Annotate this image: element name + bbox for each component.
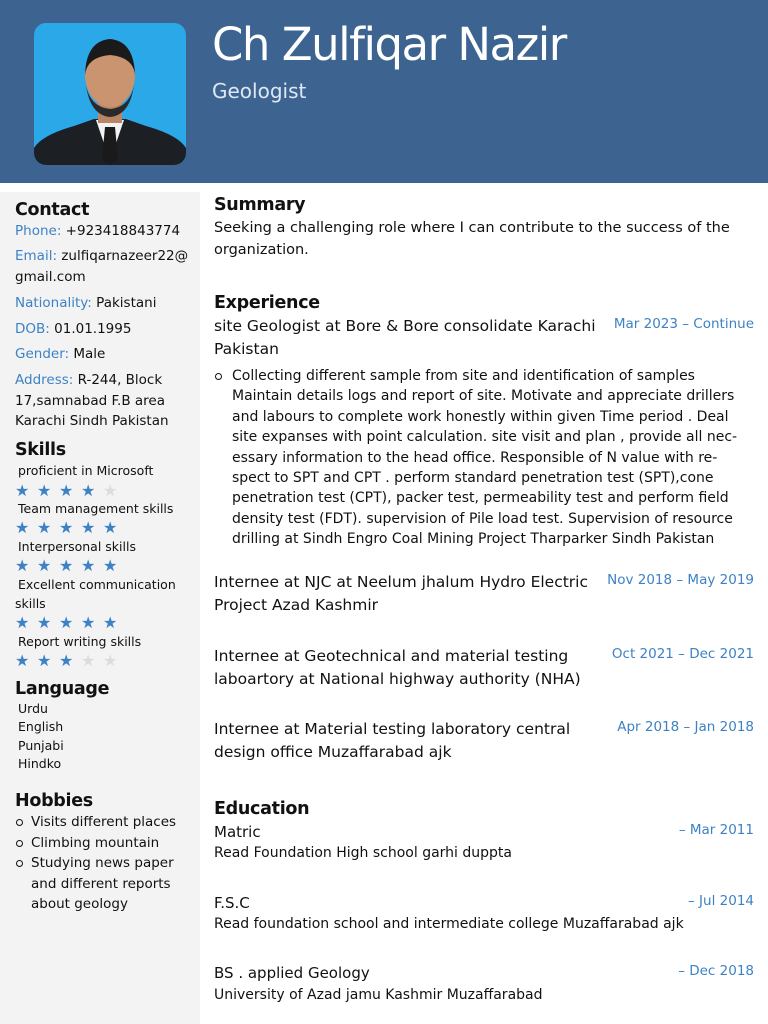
dob-label: DOB: <box>15 321 50 337</box>
star-icon: ★ <box>15 518 30 537</box>
star-icon: ★ <box>37 518 52 537</box>
header-banner <box>0 0 768 183</box>
contact-gender <box>15 344 195 365</box>
star-icon: ★ <box>37 556 52 575</box>
star-icon: ★ <box>15 481 30 500</box>
gender-value: Male <box>73 346 106 362</box>
skill-rating <box>15 481 125 500</box>
star-icon: ★ <box>15 556 30 575</box>
job-date: Oct 2021 – Dec 2021 <box>611 646 754 662</box>
education-date: – Dec 2018 <box>678 963 754 979</box>
contact-dob <box>15 319 195 340</box>
star-icon: ★ <box>59 481 74 500</box>
profile-photo <box>34 23 186 165</box>
contact-address <box>15 370 195 432</box>
skill-name: Report writing skills <box>18 634 142 649</box>
skill-rating <box>15 651 125 670</box>
star-icon: ★ <box>81 481 96 500</box>
contact-email <box>15 246 195 287</box>
hobbies-heading: Hobbies <box>15 791 93 811</box>
skill-rating <box>15 613 125 632</box>
phone-value: +923418843774 <box>65 223 181 239</box>
phone-label: Phone: <box>15 223 62 239</box>
star-icon: ★ <box>37 613 52 632</box>
address-value: R-244, Block 17,samnabad F.B area Karachi Sindh Pakistan <box>15 372 169 429</box>
job-date: Apr 2018 – Jan 2018 <box>617 719 754 735</box>
language-item: Punjabi <box>18 738 64 753</box>
star-icon: ★ <box>59 556 74 575</box>
education-date: – Mar 2011 <box>678 822 754 838</box>
skill-rating <box>15 518 125 537</box>
star-icon: ★ <box>59 518 74 537</box>
star-icon: ★ <box>37 651 52 670</box>
education-heading: Education <box>214 799 310 819</box>
language-heading: Language <box>15 679 110 699</box>
job-date: Mar 2023 – Continue <box>613 316 754 332</box>
job-date: Nov 2018 – May 2019 <box>607 572 754 588</box>
star-icon: ★ <box>103 613 118 632</box>
experience-heading: Experience <box>214 293 320 313</box>
job-title: Internee at Material testing laboratory central design office Muzaffarabad ajk <box>214 720 571 761</box>
education-degree: BS . applied Geology <box>214 964 370 982</box>
summary-heading: Summary <box>214 195 306 215</box>
nationality-value: Pakistani <box>96 295 157 311</box>
star-icon: ★ <box>37 481 52 500</box>
star-icon: ★ <box>15 613 30 632</box>
gender-label: Gender: <box>15 346 70 362</box>
email-label: Email: <box>15 248 58 264</box>
star-icon: ★ <box>81 613 96 632</box>
candidate-title: Geologist <box>212 79 307 103</box>
summary-text: Seeking a challenging role where I can contribute to the success of the organization. <box>214 220 730 258</box>
education-date: – Jul 2014 <box>688 893 754 909</box>
job-bullet: Collecting different sample from site and identification of samples Maintain details logs and report of site. Motivate and appreciate drillers and labours to complete work honestly within given Time period . Deal site expanses with point calculation. site visit and plan , provide all nec-essary information to the head office. Responsible of N value with re-spect to SPT and CPT . perform standard penetration test (SPT),cone penetration test (CPT), packer test, permeability test and perform field density test (FDT). supervision of Pile load test. Supervision of resource drilling at Sindh Engro Coal Mining Project Tharparker Sindh Pakistan <box>214 366 754 550</box>
job-title: Internee at Geotechnical and material testing laboartory at National highway authority (NHA) <box>214 647 581 688</box>
skill-name: Excellent communication skills <box>15 577 176 611</box>
education-school: University of Azad jamu Kashmir Muzaffarabad <box>214 987 543 1003</box>
star-icon: ★ <box>81 556 96 575</box>
hobbies-list <box>15 812 195 915</box>
star-icon: ★ <box>59 613 74 632</box>
contact-heading: Contact <box>15 200 90 220</box>
language-item: English <box>18 719 64 734</box>
star-icon: ★ <box>103 481 118 500</box>
address-label: Address: <box>15 372 74 388</box>
star-icon: ★ <box>15 651 30 670</box>
language-item: Hindko <box>18 756 62 771</box>
hobby-item: Visits different places <box>15 812 195 833</box>
job-description <box>214 366 754 550</box>
star-icon: ★ <box>103 518 118 537</box>
star-icon: ★ <box>59 651 74 670</box>
hobby-item: Studying news paper and different reports about geology <box>15 853 195 915</box>
candidate-name: Ch Zulfiqar Nazir <box>212 18 566 71</box>
contact-nationality <box>15 293 195 314</box>
nationality-label: Nationality: <box>15 295 92 311</box>
star-icon: ★ <box>81 518 96 537</box>
education-school: Read foundation school and intermediate college Muzaffarabad ajk <box>214 916 684 932</box>
dob-value: 01.01.1995 <box>54 321 132 337</box>
education-degree: F.S.C <box>214 894 250 912</box>
education-school: Read Foundation High school garhi duppta <box>214 845 512 861</box>
skill-name: Team management skills <box>18 501 174 516</box>
job-title: site Geologist at Bore & Bore consolidate Karachi Pakistan <box>214 317 596 358</box>
hobby-item: Climbing mountain <box>15 833 195 854</box>
star-icon: ★ <box>81 651 96 670</box>
star-icon: ★ <box>103 651 118 670</box>
language-item: Urdu <box>18 701 48 716</box>
skill-name: proficient in Microsoft <box>18 463 154 478</box>
email-value: zulfiqarnazeer22@gmail.com <box>15 248 189 285</box>
skills-heading: Skills <box>15 440 66 460</box>
job-title: Internee at NJC at Neelum jhalum Hydro Electric Project Azad Kashmir <box>214 573 589 614</box>
skill-name: Interpersonal skills <box>18 539 136 554</box>
education-degree: Matric <box>214 823 261 841</box>
contact-phone <box>15 221 195 242</box>
star-icon: ★ <box>103 556 118 575</box>
skill-rating <box>15 556 125 575</box>
